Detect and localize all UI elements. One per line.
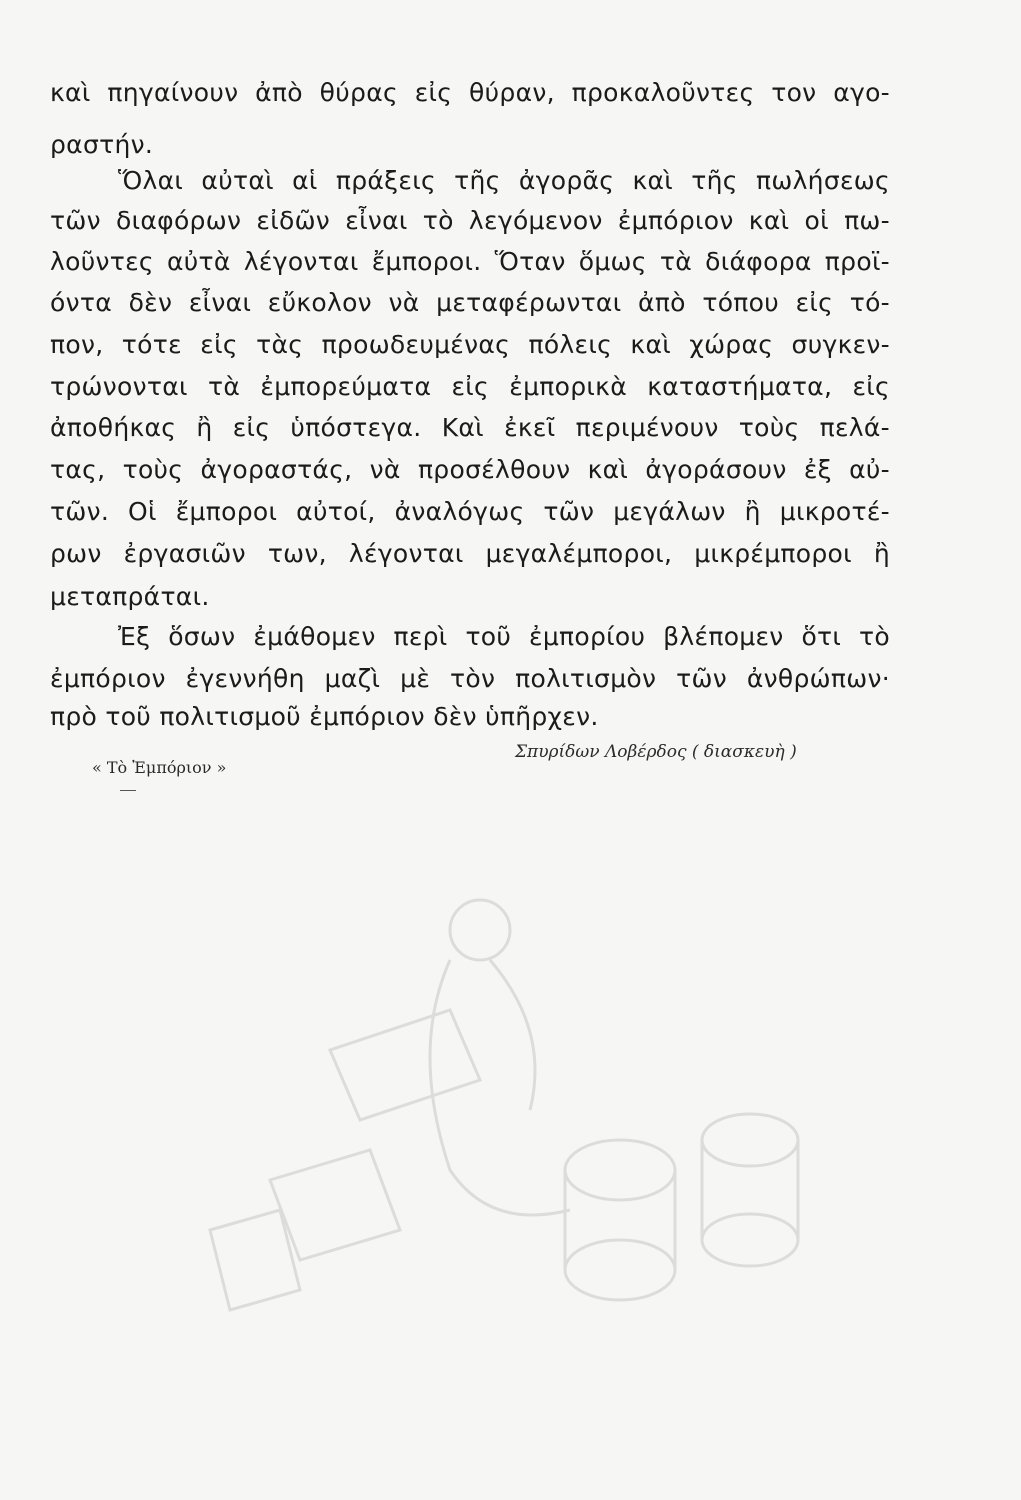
text-line-13: μεταπράται. — [50, 582, 210, 611]
credit-title: « Τὸ Ἐμπόριον » — [92, 758, 227, 777]
text-line-6: όντα δὲν εἶναι εὔκολον νὰ μεταφέρωνται ἀπὸ τόπου εἰς τό- — [50, 288, 890, 317]
text-line-7: πον, τότε εἰς τὰς προωδευμένας πόλεις καὶ χώρας συγκεν- — [50, 330, 890, 359]
text-line-5: λοῦντες αὐτὰ λέγονται ἔμποροι. Ὅταν ὅμως τὰ διάφορα προϊ- — [50, 247, 890, 276]
text-line-9: ἀποθήκας ἢ εἰς ὑπόστεγα. Καὶ ἐκεῖ περιμένουν τοὺς πελά- — [50, 413, 890, 442]
text-line-15: ἐμπόριον ἐγεννήθη μαζὶ μὲ τὸν πολιτισμὸν τῶν ἀνθρώπων· — [50, 664, 890, 693]
decorative-dash — [120, 790, 136, 791]
text-line-4: τῶν διαφόρων εἰδῶν εἶναι τὸ λεγόμενον ἐμπόριον καὶ οἱ πω- — [50, 206, 890, 235]
text-line-11: τῶν. Οἱ ἔμποροι αὐτοί, ἀναλόγως τῶν μεγάλων ἢ μικροτέ- — [50, 497, 890, 526]
credit-author: Σπυρίδων Λοβέρδος ( διασκευὴ ) — [515, 742, 797, 762]
text-line-2: ραστήν. — [50, 130, 154, 159]
text-line-12: ρων ἐργασιῶν των, λέγονται μεγαλέμποροι, μικρέμποροι ἢ — [50, 539, 890, 568]
bleed-through-illustration — [150, 850, 970, 1370]
text-line-3: Ὅλαι αὐταὶ αἱ πράξεις τῆς ἀγορᾶς καὶ τῆς πωλήσεως — [118, 166, 890, 195]
text-line-1: καὶ πηγαίνουν ἀπὸ θύρας εἰς θύραν, προκαλοῦντες τον αγο- — [50, 78, 890, 107]
text-line-14: Ἐξ ὅσων ἐμάθομεν περὶ τοῦ ἐμπορίου βλέπομεν ὅτι τὸ — [118, 622, 890, 651]
text-line-10: τας, τοὺς ἀγοραστάς, νὰ προσέλθουν καὶ ἀγοράσουν ἐξ αὐ- — [50, 455, 890, 484]
text-line-8: τρώνονται τὰ ἐμπορεύματα εἰς ἐμπορικὰ καταστήματα, εἰς — [50, 372, 890, 401]
text-line-16: πρὸ τοῦ πολιτισμοῦ ἐμπόριον δὲν ὑπῆρχεν. — [50, 702, 599, 731]
